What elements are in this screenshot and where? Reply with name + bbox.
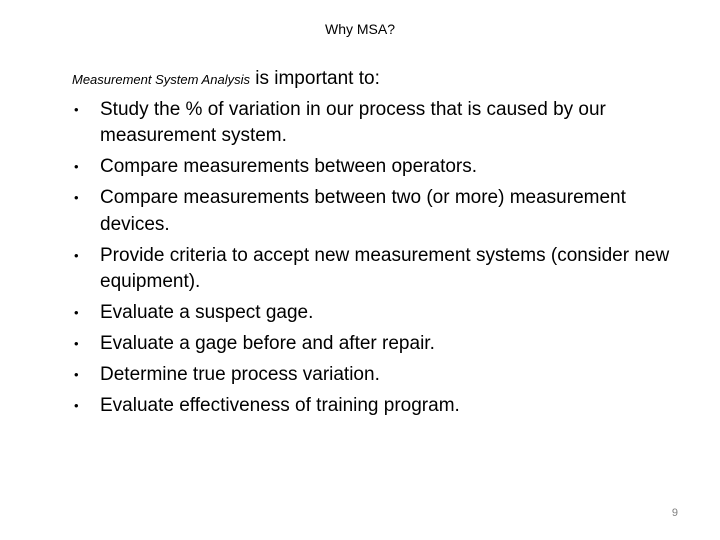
- bullet-item: [72, 154, 672, 180]
- intro-text: is important to:: [249, 68, 380, 89]
- bullet-text: Compare measurements between operators.: [100, 156, 478, 178]
- bullet-item: [72, 331, 672, 357]
- bullet-text: Determine true process variation.: [100, 363, 380, 385]
- bullet-item: [72, 362, 672, 388]
- slide-title: Why MSA?: [324, 21, 395, 37]
- bullet-item: [72, 97, 672, 150]
- bullet-text: Evaluate a suspect gage.: [100, 301, 314, 323]
- intro-term: Measurement System Analysis: [72, 72, 250, 87]
- bullet-item: [72, 393, 672, 419]
- bullet-text: Evaluate effectiveness of training program.: [100, 394, 460, 416]
- bullet-text: Compare measurements between two (or more) measurement devices.: [100, 187, 626, 235]
- bullet-list: [72, 97, 672, 423]
- bullet-icon: •: [74, 159, 79, 175]
- bullet-item: [72, 243, 672, 296]
- page-number: 9: [671, 507, 678, 519]
- bullet-text: Study the % of variation in our process that is caused by our measurement system.: [100, 99, 606, 147]
- bullet-icon: •: [74, 102, 79, 117]
- bullet-icon: •: [74, 366, 79, 382]
- bullet-text: Evaluate a gage before and after repair.: [100, 332, 435, 354]
- bullet-icon: •: [74, 335, 79, 351]
- intro-line: [72, 66, 692, 93]
- bullet-icon: •: [74, 397, 79, 413]
- bullet-icon: •: [74, 304, 79, 320]
- bullet-text: Provide criteria to accept new measurement systems (consider new equipment).: [100, 244, 670, 292]
- bullet-icon: •: [74, 190, 79, 206]
- bullet-item: [72, 185, 672, 238]
- bullet-icon: •: [74, 247, 79, 263]
- bullet-item: [72, 300, 672, 326]
